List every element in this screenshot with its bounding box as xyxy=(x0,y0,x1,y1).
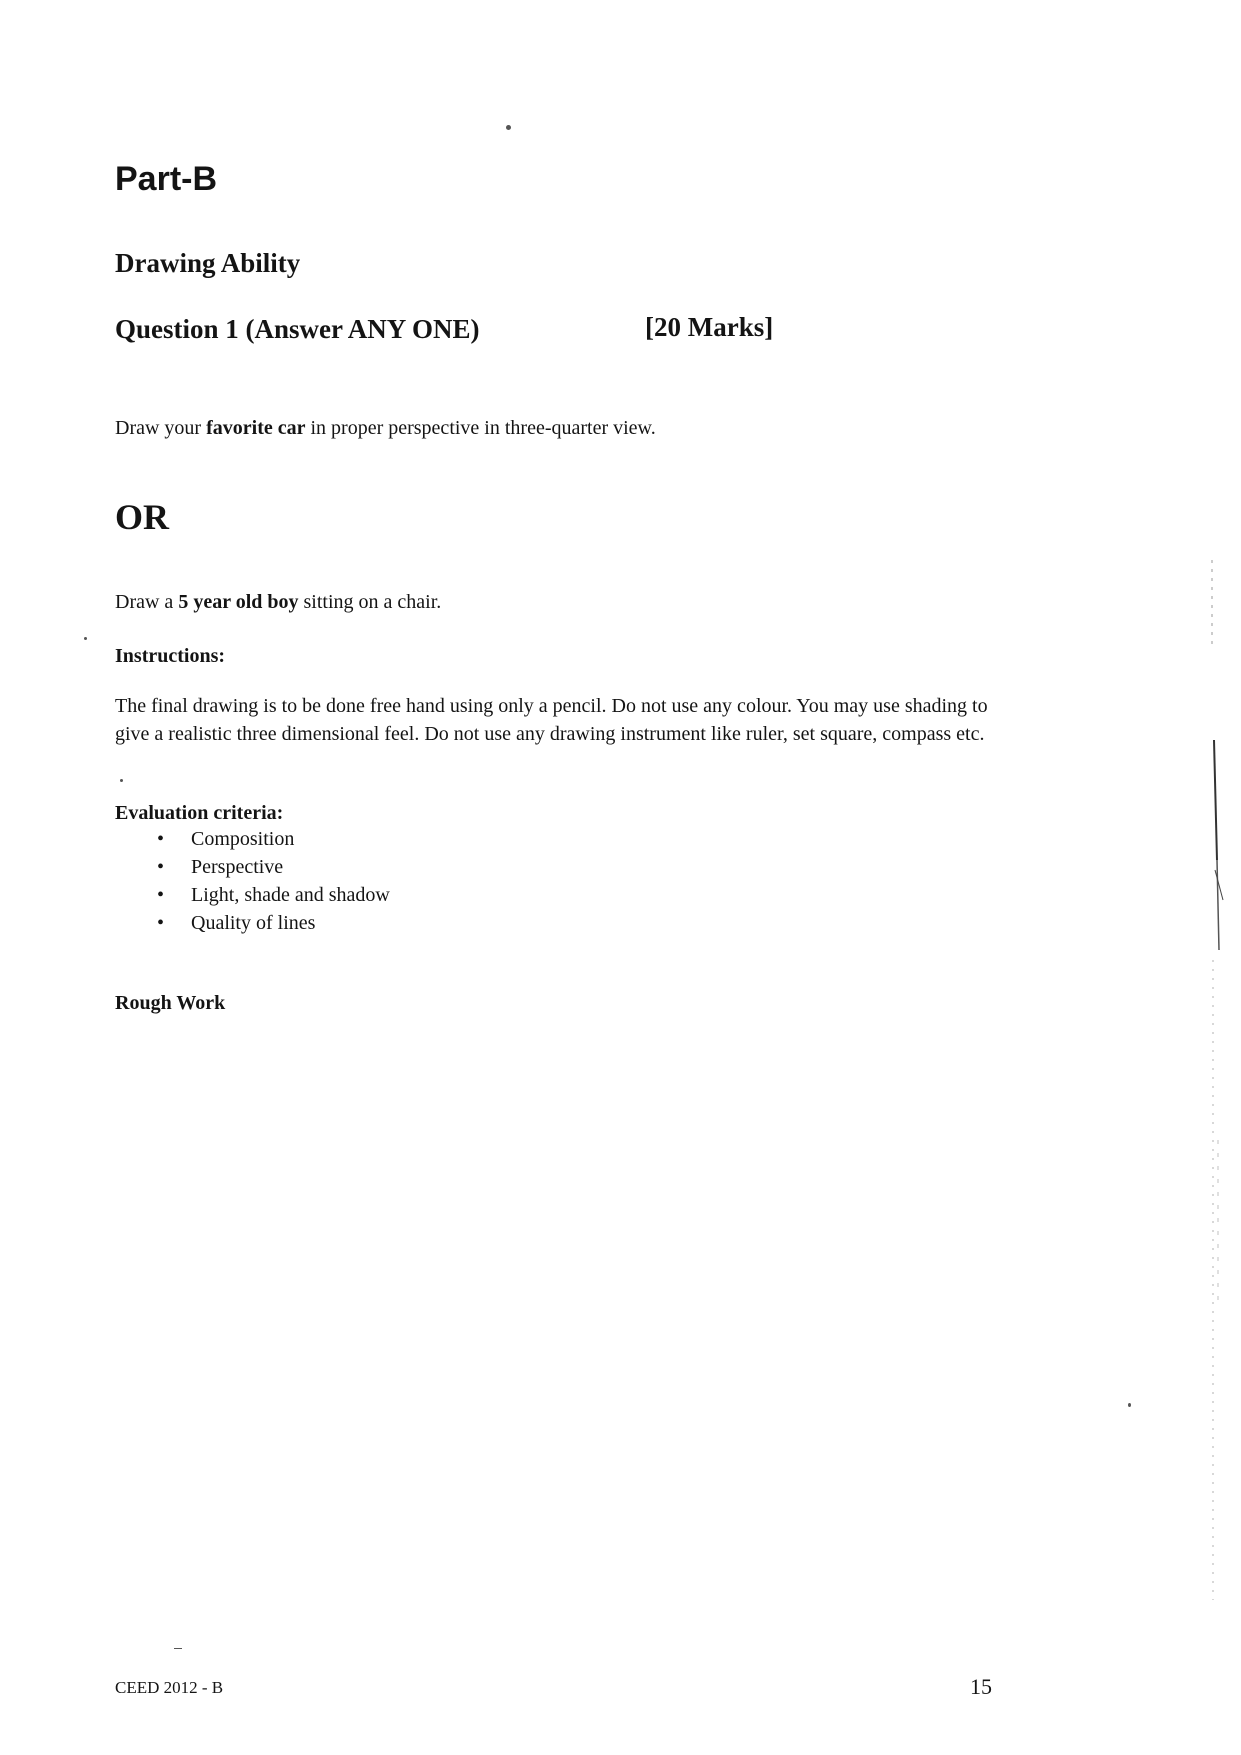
scan-speck xyxy=(120,779,123,782)
option-b xyxy=(115,588,441,616)
scan-speck xyxy=(506,125,511,130)
question-marks: [20 Marks] xyxy=(645,312,774,342)
evaluation-heading: Evaluation criteria: xyxy=(115,802,284,824)
list-item: • Light, shade and shadow xyxy=(151,881,390,909)
scan-speck xyxy=(84,637,87,640)
scan-edge-marks xyxy=(1211,540,1225,1610)
footer-code: CEED 2012 - B xyxy=(115,1678,224,1697)
rough-work-label: Rough Work xyxy=(115,992,226,1014)
option-a-bold: favorite car xyxy=(206,417,306,439)
section-title: Drawing Ability xyxy=(115,248,301,278)
option-b-pre: Draw a xyxy=(115,591,179,613)
page-number: 15 xyxy=(970,1674,992,1699)
option-a-post: in proper perspective in three-quarter view. xyxy=(305,417,656,439)
or-label: OR xyxy=(115,497,169,537)
list-item: • Perspective xyxy=(151,853,390,881)
instructions-text: The final drawing is to be done free hand using only a pencil. Do not use any colour. You may use shading to give a realistic three dimensional feel. Do not use any drawing instrument like ruler, set square, compass etc. xyxy=(115,695,988,745)
question-label: Question 1 (Answer ANY ONE) xyxy=(115,314,480,344)
list-item: • Quality of lines xyxy=(151,909,390,937)
scan-speck xyxy=(1128,1403,1131,1407)
part-title: Part-B xyxy=(115,160,218,198)
evaluation-list xyxy=(151,825,390,937)
option-b-bold: 5 year old boy xyxy=(178,591,299,613)
option-b-post: sitting on a chair. xyxy=(298,591,442,613)
scan-speck xyxy=(174,1648,182,1649)
option-a xyxy=(115,414,656,442)
list-item: • Composition xyxy=(151,825,390,853)
instructions-heading: Instructions: xyxy=(115,645,226,667)
option-a-pre: Draw your xyxy=(115,417,207,439)
